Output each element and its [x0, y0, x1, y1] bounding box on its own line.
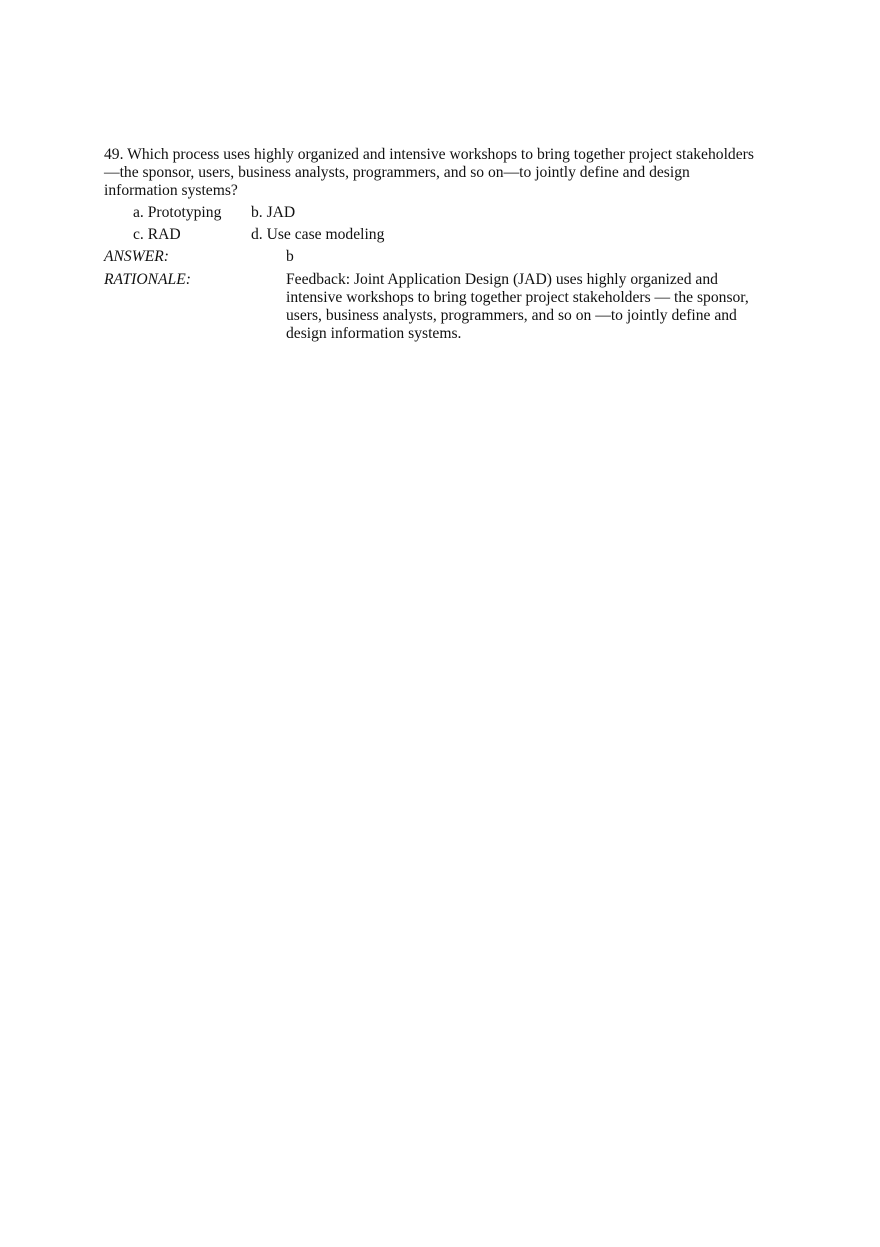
rationale-text-line: Feedback: Joint Application Design (JAD) uses highly organized and: [286, 271, 718, 288]
option-c: c. RAD: [133, 226, 181, 243]
answer-label: ANSWER:: [104, 248, 169, 265]
question-text-line: information systems?: [104, 182, 238, 199]
rationale-label: RATIONALE:: [104, 271, 191, 288]
option-a: a. Prototyping: [133, 204, 222, 221]
question-text-line: 49. Which process uses highly organized and intensive workshops to bring together project stakeholders: [104, 146, 754, 163]
option-b: b. JAD: [251, 204, 296, 221]
rationale-text-line: users, business analysts, programmers, and so on —to jointly define and: [286, 307, 737, 324]
option-d: d. Use case modeling: [251, 226, 385, 243]
answer-value: b: [286, 248, 294, 265]
question-text-line: —the sponsor, users, business analysts, programmers, and so on—to jointly define and design: [104, 164, 690, 181]
rationale-text-line: intensive workshops to bring together project stakeholders — the sponsor,: [286, 289, 749, 306]
rationale-text-line: design information systems.: [286, 325, 462, 342]
